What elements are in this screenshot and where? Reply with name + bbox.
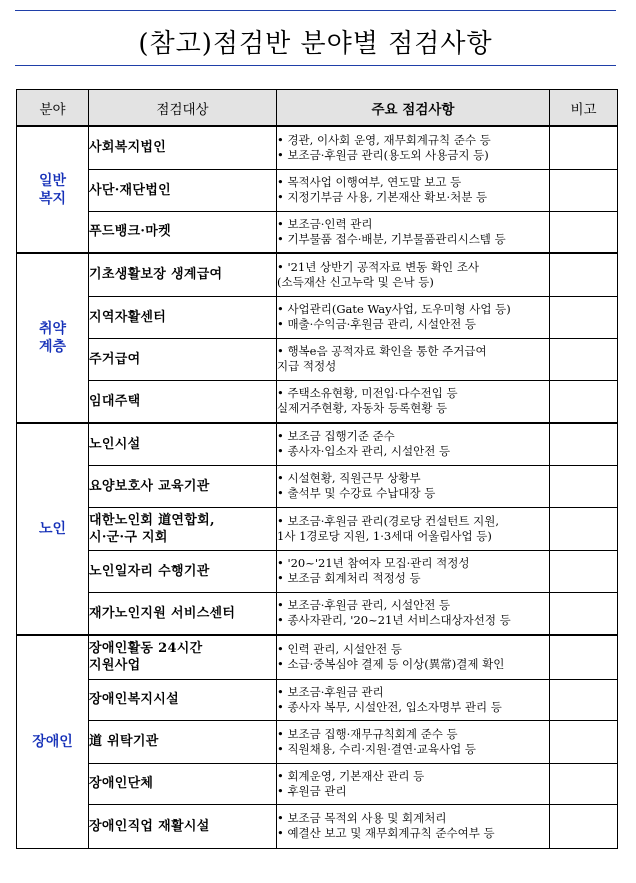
- items-cell: [277, 253, 550, 296]
- target-label: 장애인직업 재활시설: [89, 818, 210, 834]
- check-item: 1사 1경로당 지원, 1·3세대 어울림사업 등): [277, 528, 492, 543]
- remark-cell: [550, 465, 618, 507]
- target-cell: [89, 253, 277, 296]
- table-row: [17, 763, 618, 804]
- check-item: • 후원금 관리: [277, 783, 347, 798]
- items-cell: [277, 550, 550, 592]
- check-item: • 소급·중복심야 결제 등 이상(異常)결제 확인: [277, 657, 505, 672]
- target-cell: [89, 465, 277, 507]
- title-bar: [15, 10, 616, 66]
- header-remark: 비고: [550, 90, 618, 127]
- items-cell: [277, 126, 550, 169]
- header-target: 점검대상: [89, 90, 277, 127]
- check-item: • 보조금·인력 관리: [277, 216, 373, 231]
- target-label: 대한노인회 道연합회,: [89, 512, 215, 528]
- check-item: • 보조금 목적외 사용 및 회계처리: [277, 811, 447, 825]
- target-label: 노인일자리 수행기관: [89, 563, 210, 579]
- check-item: • 경관, 이사회 운영, 재무회계규칙 준수 등: [277, 132, 491, 147]
- check-item: • 지정기부금 사용, 기본재산 확보·처분 등: [277, 190, 488, 204]
- check-item: • 회계운영, 기본재산 관리 등: [277, 768, 425, 783]
- category-cell: [17, 423, 89, 635]
- check-item: (소득재산 신고누락 및 은낙 등): [277, 274, 434, 289]
- check-item: • 목적사업 이행여부, 연도말 보고 등: [277, 175, 462, 189]
- table-row: [17, 380, 618, 423]
- target-cell: [89, 126, 277, 169]
- target-cell: [89, 296, 277, 338]
- target-cell: [89, 804, 277, 848]
- remark-cell: [550, 253, 618, 296]
- category-cell: [17, 635, 89, 848]
- check-item: • 매출·수익금·후원금 관리, 시설안전 등: [277, 317, 477, 331]
- table-row: [17, 635, 618, 679]
- target-cell: [89, 423, 277, 465]
- target-cell: [89, 720, 277, 763]
- target-cell: [89, 763, 277, 804]
- items-cell: [277, 763, 550, 804]
- items-cell: [277, 169, 550, 211]
- target-label: 장애인활동 24시간: [89, 641, 203, 657]
- check-item: • 보조금 집행·재무규칙회계 준수 등: [277, 726, 458, 741]
- target-label: 재가노인지원 서비스센터: [89, 605, 236, 621]
- items-cell: [277, 465, 550, 507]
- table-row: [17, 126, 618, 169]
- items-cell: [277, 338, 550, 380]
- check-item: • 보조금·후원금 관리, 시설안전 등: [277, 598, 451, 613]
- target-cell: [89, 211, 277, 253]
- table-row: [17, 720, 618, 763]
- target-label: 임대주택: [89, 393, 141, 409]
- remark-cell: [550, 592, 618, 635]
- category-label: 복지: [38, 190, 67, 207]
- check-item: • 사업관리(Gate Way사업, 도우미형 사업 등): [277, 302, 511, 316]
- check-item: • 출석부 및 수강료 수납대장 등: [277, 486, 436, 500]
- target-label: 장애인복지시설: [89, 692, 180, 707]
- target-label: 주거급여: [89, 351, 141, 367]
- remark-cell: [550, 296, 618, 338]
- table-row: [17, 169, 618, 211]
- check-item: • 주택소유현황, 미전입·다수전입 등: [277, 386, 458, 401]
- remark-cell: [550, 211, 618, 253]
- target-label: 지역자활센터: [89, 309, 167, 325]
- target-cell: [89, 635, 277, 679]
- check-item: • 보조금 회계처리 적정성 등: [277, 571, 421, 585]
- target-label: 노인시설: [89, 436, 141, 452]
- remark-cell: [550, 720, 618, 763]
- category-cell: [17, 253, 89, 423]
- remark-cell: [550, 550, 618, 592]
- remark-cell: [550, 169, 618, 211]
- header-items: 주요 점검사항: [277, 90, 550, 127]
- check-item: • '21년 상반기 공적자료 변동 확인 조사: [277, 259, 480, 274]
- items-cell: [277, 635, 550, 679]
- target-cell: [89, 592, 277, 635]
- check-item: • 보조금 집행기준 준수: [277, 429, 395, 444]
- table-row: [17, 211, 618, 253]
- table-row: [17, 592, 618, 635]
- category-label: 노인: [38, 521, 67, 537]
- check-item: • 보조금·후원금 관리: [277, 684, 384, 699]
- table-row: [17, 253, 618, 296]
- target-cell: [89, 507, 277, 550]
- items-cell: [277, 211, 550, 253]
- target-cell: [89, 550, 277, 592]
- category-label: 일반: [38, 172, 67, 189]
- items-cell: [277, 296, 550, 338]
- check-item: • 기부물품 접수·배분, 기부물품관리시스템 등: [277, 231, 506, 246]
- check-item: • 종사자 복무, 시설안전, 입소자명부 관리 등: [277, 699, 502, 714]
- page-title: (참고)점검반 분야별 점검사항: [138, 29, 493, 59]
- check-item: 실제거주현황, 자동차 등록현황 등: [277, 401, 448, 416]
- check-item: • 보조금·후원금 관리(경로당 컨설턴트 지원,: [277, 513, 500, 528]
- remark-cell: [550, 804, 618, 848]
- table-row: [17, 550, 618, 592]
- category-cell: [17, 126, 89, 253]
- items-cell: [277, 507, 550, 550]
- remark-cell: [550, 679, 618, 720]
- check-item: • 종사자·입소자 관리, 시설안전 등: [277, 444, 451, 459]
- target-label: 요양보호사 교육기관: [89, 478, 210, 494]
- items-cell: [277, 804, 550, 848]
- target-cell: [89, 169, 277, 211]
- category-label: 취약: [38, 321, 67, 337]
- target-label: 사회복지법인: [89, 140, 167, 156]
- remark-cell: [550, 423, 618, 465]
- check-item: 지급 적정성: [277, 359, 337, 373]
- check-item: • 직원채용, 수리·지원·결연·교육사업 등: [277, 741, 477, 756]
- remark-cell: [550, 507, 618, 550]
- table-row: [17, 296, 618, 338]
- category-label: 계층: [38, 339, 67, 355]
- remark-cell: [550, 380, 618, 423]
- check-item: • '20~'21년 참여자 모집·관리 적정성: [277, 556, 470, 570]
- target-label: 지원사업: [89, 658, 141, 674]
- inspection-table: [16, 89, 618, 849]
- category-label: 장애인: [32, 733, 73, 750]
- target-cell: [89, 679, 277, 720]
- items-cell: [277, 592, 550, 635]
- target-label: 사단·재단법인: [89, 182, 171, 198]
- check-item: • 시설현황, 직원근무 상황부: [277, 471, 421, 485]
- table-row: [17, 465, 618, 507]
- target-label: 푸드뱅크·마켓: [89, 224, 171, 240]
- target-label: 기초생활보장 생계급여: [89, 267, 223, 283]
- items-cell: [277, 423, 550, 465]
- check-item: • 보조금·후원금 관리(용도외 사용금지 등): [277, 147, 489, 162]
- check-item: • 종사자관리, '20~21년 서비스대상자선정 등: [277, 613, 511, 628]
- remark-cell: [550, 126, 618, 169]
- check-item: • 인력 관리, 시설안전 등: [277, 642, 403, 657]
- target-cell: [89, 338, 277, 380]
- target-label: 장애인단체: [89, 776, 154, 791]
- remark-cell: [550, 763, 618, 804]
- table-row: [17, 338, 618, 380]
- target-cell: [89, 380, 277, 423]
- target-label: 道 위탁기관: [89, 734, 159, 749]
- items-cell: [277, 679, 550, 720]
- items-cell: [277, 720, 550, 763]
- target-label: 시·군·구 지회: [89, 529, 168, 545]
- header-category: 분야: [17, 90, 89, 127]
- table-row: [17, 804, 618, 848]
- check-item: • 행복e음 공적자료 확인을 통한 주거급여: [277, 344, 487, 358]
- remark-cell: [550, 635, 618, 679]
- table-row: [17, 679, 618, 720]
- table-row: [17, 507, 618, 550]
- table-row: [17, 423, 618, 465]
- check-item: • 예결산 보고 및 재무회계규칙 준수여부 등: [277, 826, 495, 840]
- remark-cell: [550, 338, 618, 380]
- table-body: [17, 126, 618, 848]
- items-cell: [277, 380, 550, 423]
